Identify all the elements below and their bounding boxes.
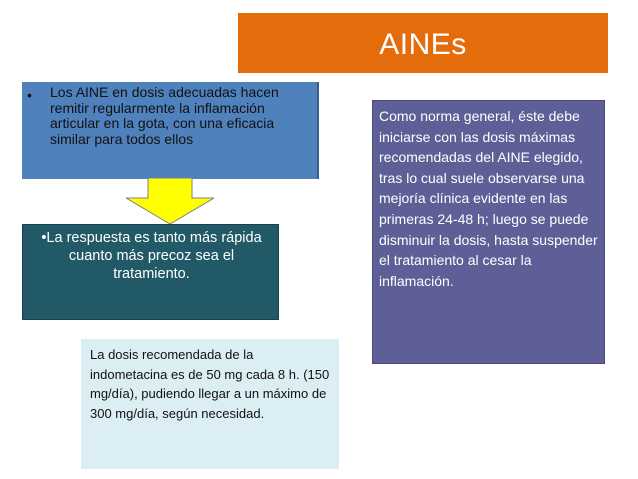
- gout-efficacy-text: Los AINE en dosis adecuadas hacen remitir regularmente la inflamación articular en la gota, con una eficacia similar para todos ellos: [50, 84, 279, 147]
- gout-efficacy-box: [22, 82, 319, 179]
- down-arrow-icon: [126, 178, 214, 224]
- indometacin-dose-box: [81, 339, 339, 469]
- slide-title: AINEs: [379, 28, 467, 61]
- response-speed-box: [22, 224, 279, 320]
- slide-title-bar: [238, 13, 608, 73]
- response-speed-text: •La respuesta es tanto más rápida cuanto más precoz sea el tratamiento.: [41, 230, 262, 282]
- indometacin-dose-text: La dosis recomendada de la indometacina es de 50 mg cada 8 h. (150 mg/día), pudiendo llegar a un máximo de 300 mg/día, según necesidad.: [90, 347, 330, 421]
- dosing-guideline-box: [372, 100, 605, 364]
- bullet-marker: •: [27, 87, 32, 103]
- dosing-guideline-text: Como norma general, éste debe iniciarse con las dosis máximas recomendadas del AINE elegido, tras lo cual suele observarse una mejoría clínica evidente en las primeras 24-48 h; luego se puede disminuir la dosis, hasta suspender el tratamiento al cesar la inflamación.: [379, 108, 598, 289]
